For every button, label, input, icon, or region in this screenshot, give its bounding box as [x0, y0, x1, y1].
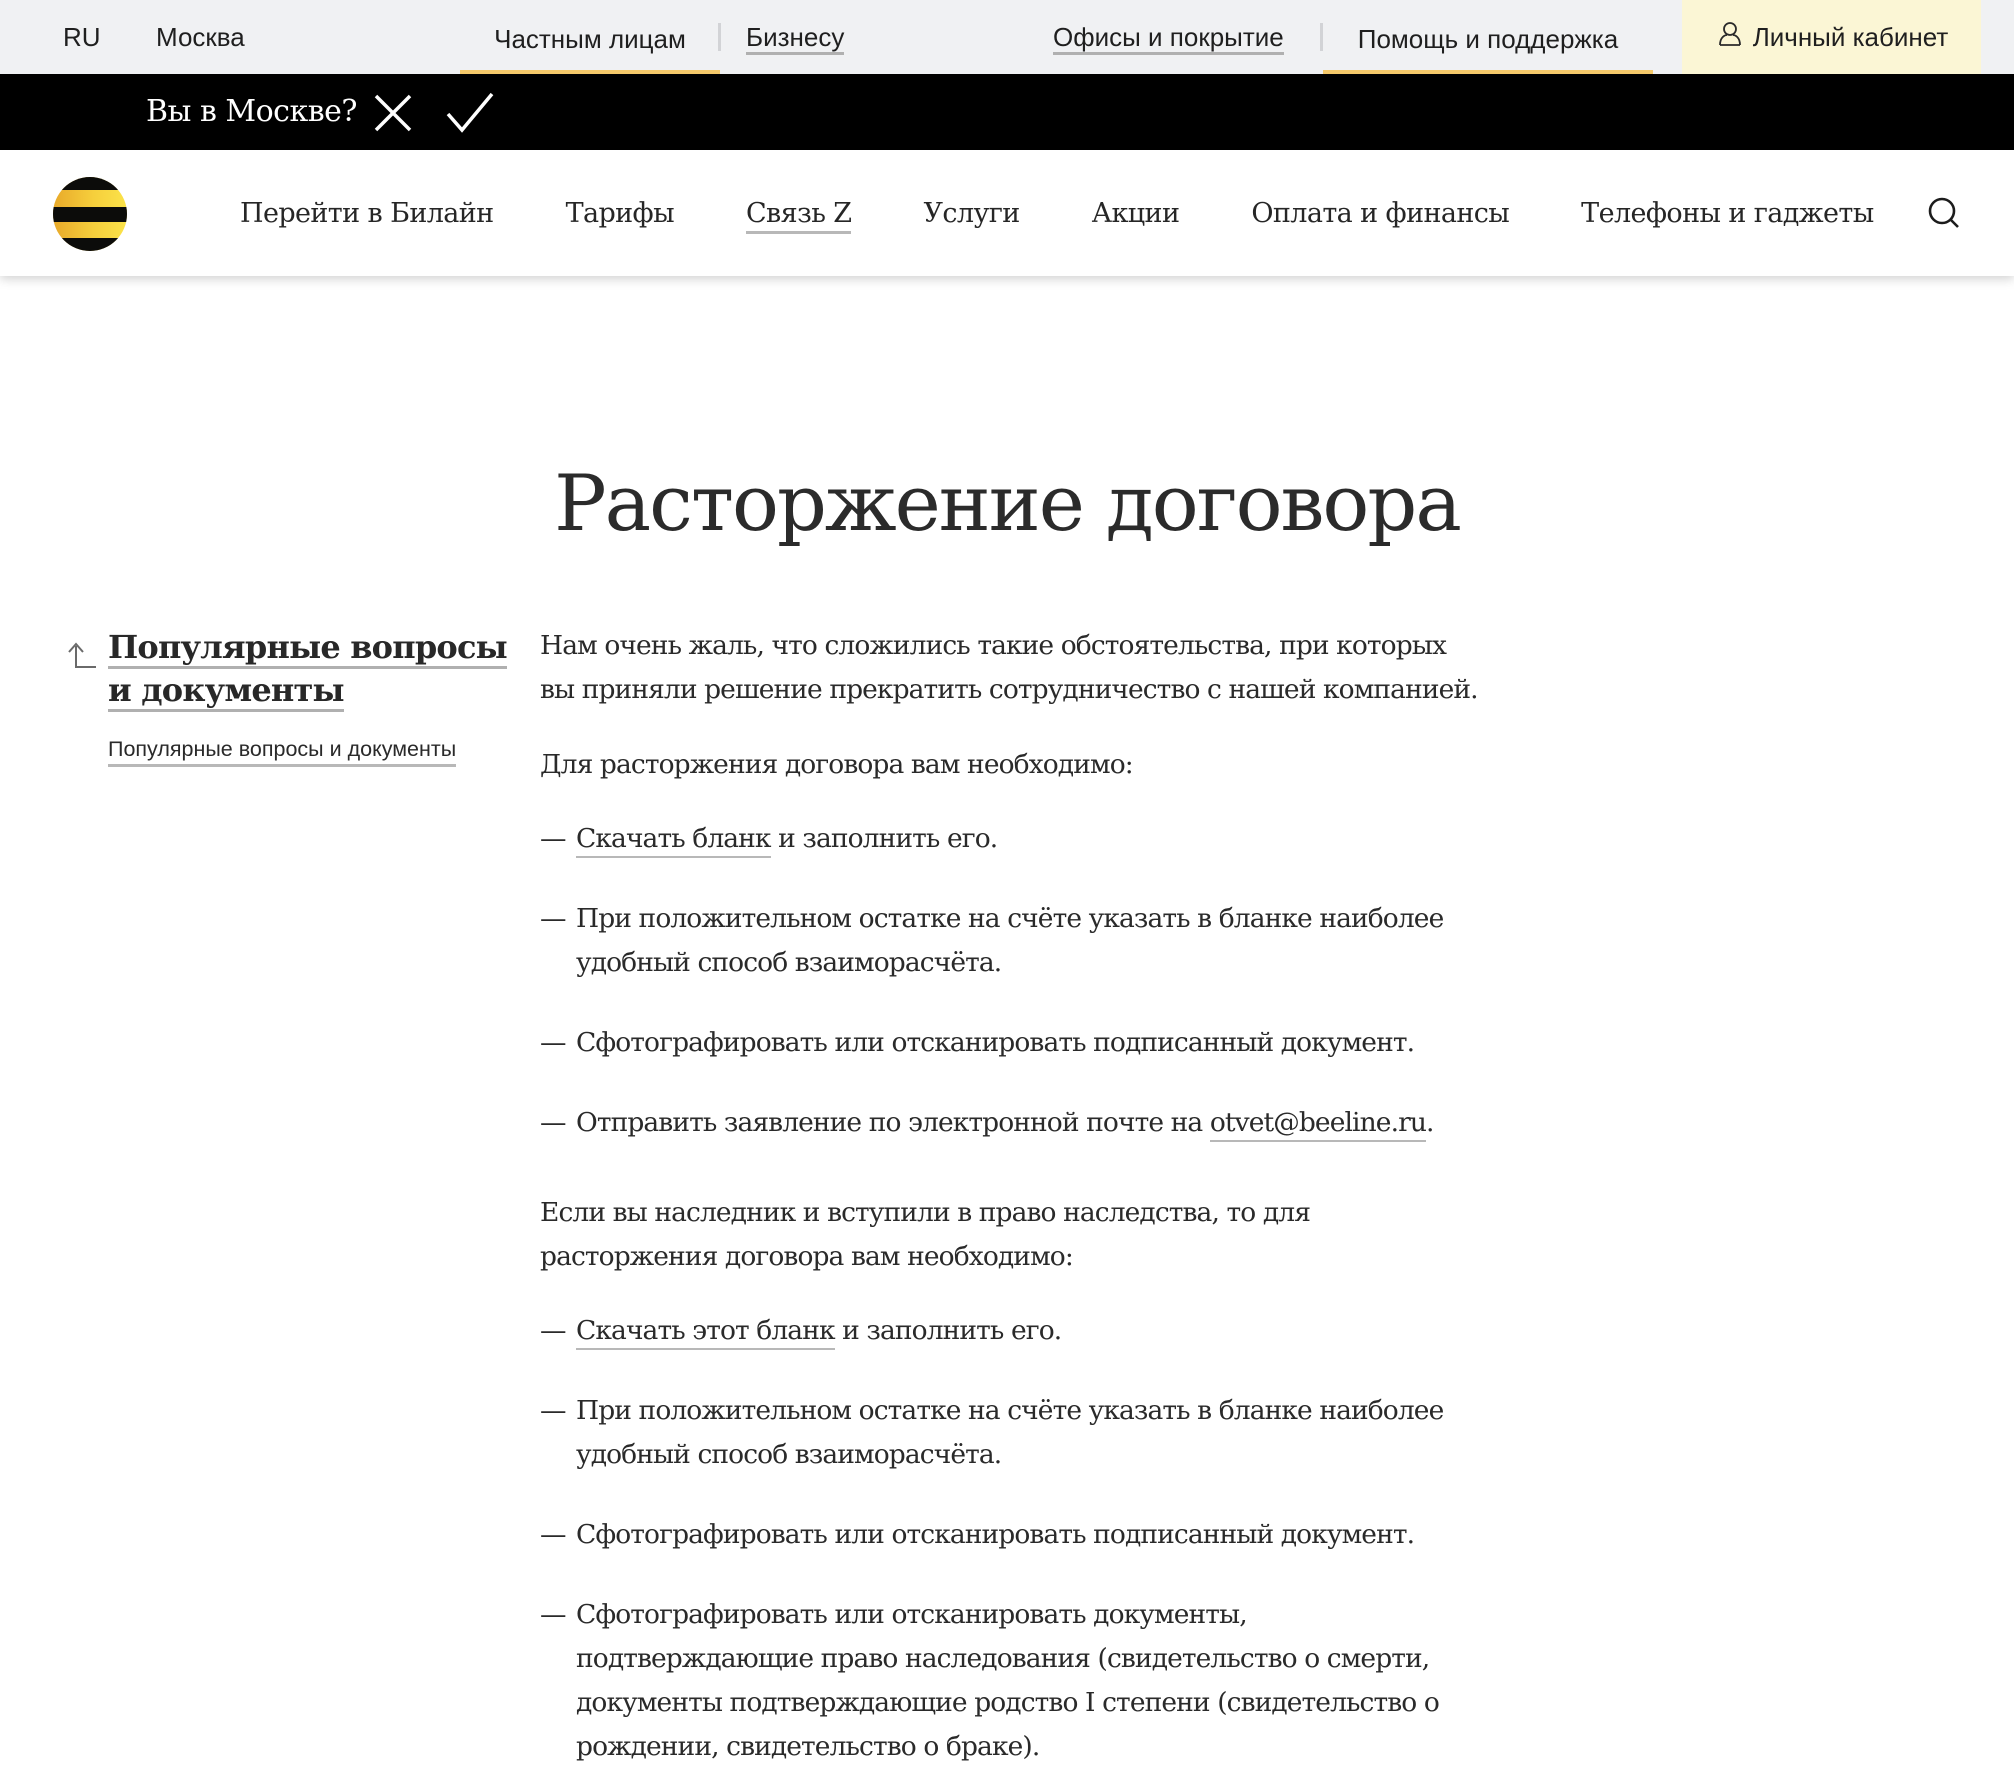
- link-offices-coverage[interactable]: [1053, 0, 1284, 74]
- nav-menu: [240, 150, 1874, 276]
- link-help-support-label: Помощь и поддержка: [1357, 24, 1619, 54]
- link-help-support[interactable]: [1323, 0, 1653, 74]
- beeline-logo[interactable]: [53, 177, 127, 251]
- top-utility-bar: [0, 0, 2014, 74]
- sidebar-sub-link[interactable]: Популярные вопросы и документы: [108, 734, 456, 767]
- main-navigation: [0, 150, 2014, 276]
- nav-item-payment-finance[interactable]: Оплата и финансы: [1251, 197, 1510, 229]
- link-offices-coverage-label: Офисы и покрытие: [1053, 22, 1284, 55]
- section1-step-3: — Сфотографировать или отсканировать подписанный документ.: [540, 1027, 1415, 1058]
- download-heir-form-link[interactable]: Скачать этот бланк: [576, 1315, 835, 1350]
- nav-item-go-to-beeline[interactable]: Перейти в Билайн: [240, 197, 494, 229]
- sidebar-section-link[interactable]: [108, 626, 508, 712]
- city-selector[interactable]: Москва: [156, 22, 245, 52]
- section1-lead: Для расторжения договора вам необходимо:: [540, 749, 1133, 780]
- section2-step-3: — Сфотографировать или отсканировать подписанный документ.: [540, 1519, 1415, 1550]
- section2-step-2: — При положительном остатке на счёте указать в бланке наиболее удобный способ взаиморасчёта.: [540, 1395, 1444, 1470]
- search-button[interactable]: [1926, 196, 1962, 232]
- city-question: Вы в Москве?: [146, 94, 357, 129]
- nav-item-services[interactable]: Услуги: [923, 197, 1020, 229]
- section1-step-2: — При положительном остатке на счёте указать в бланке наиболее удобный способ взаиморасчёта.: [540, 903, 1444, 978]
- user-icon: [1715, 19, 1745, 56]
- sidebar-section-link-label: Популярные вопросы и документы: [108, 628, 507, 712]
- check-icon: [446, 92, 494, 134]
- download-form-link[interactable]: Скачать бланк: [576, 823, 771, 858]
- section1-step-4: — Отправить заявление по электронной почте на otvet@beeline.ru.: [540, 1101, 1480, 1145]
- close-icon: [372, 92, 414, 134]
- nav-item-promotions[interactable]: Акции: [1091, 197, 1180, 229]
- city-confirm-banner: [0, 74, 2014, 150]
- article-body: [540, 624, 1480, 1768]
- section1-step-1: — Скачать бланк и заполнить его.: [540, 817, 1480, 861]
- search-icon: [1926, 196, 1962, 232]
- language-selector[interactable]: RU: [63, 22, 101, 52]
- nav-item-tariffs[interactable]: Тарифы: [565, 197, 674, 229]
- section2-step-1: — Скачать этот бланк и заполнить его.: [540, 1309, 1480, 1353]
- page-title: Расторжение договора: [554, 459, 1460, 549]
- tab-private-clients[interactable]: [460, 0, 720, 74]
- section2-step-4: — Сфотографировать или отсканировать документы, подтверждающие право наследования (свидетельство о смерти, документы подтверждающие родство I степени (свидетельство о рождении, свидетельство о браке).: [540, 1599, 1439, 1762]
- tab-business[interactable]: [746, 0, 844, 74]
- nav-item-phones-gadgets[interactable]: Телефоны и гаджеты: [1581, 197, 1874, 229]
- intro-paragraph: Нам очень жаль, что сложились такие обстоятельства, при которых вы приняли решение прекратить сотрудничество с нашей компанией.: [540, 630, 1478, 705]
- nav-item-svyaz-z[interactable]: Связь Z: [746, 198, 851, 234]
- support-email-link[interactable]: otvet@beeline.ru: [1210, 1107, 1426, 1142]
- divider: [718, 23, 721, 51]
- personal-account-label: Личный кабинет: [1752, 21, 1949, 52]
- city-reject-button[interactable]: [372, 92, 414, 134]
- tab-business-label: Бизнесу: [746, 22, 844, 55]
- section2-lead: Если вы наследник и вступили в право наследства, то для расторжения договора вам необходимо:: [540, 1197, 1311, 1272]
- city-confirm-button[interactable]: [446, 92, 494, 134]
- personal-account-button[interactable]: [1682, 0, 1981, 74]
- arrow-up-back-icon[interactable]: [66, 640, 98, 670]
- tab-private-clients-label: Частным лицам: [494, 24, 686, 54]
